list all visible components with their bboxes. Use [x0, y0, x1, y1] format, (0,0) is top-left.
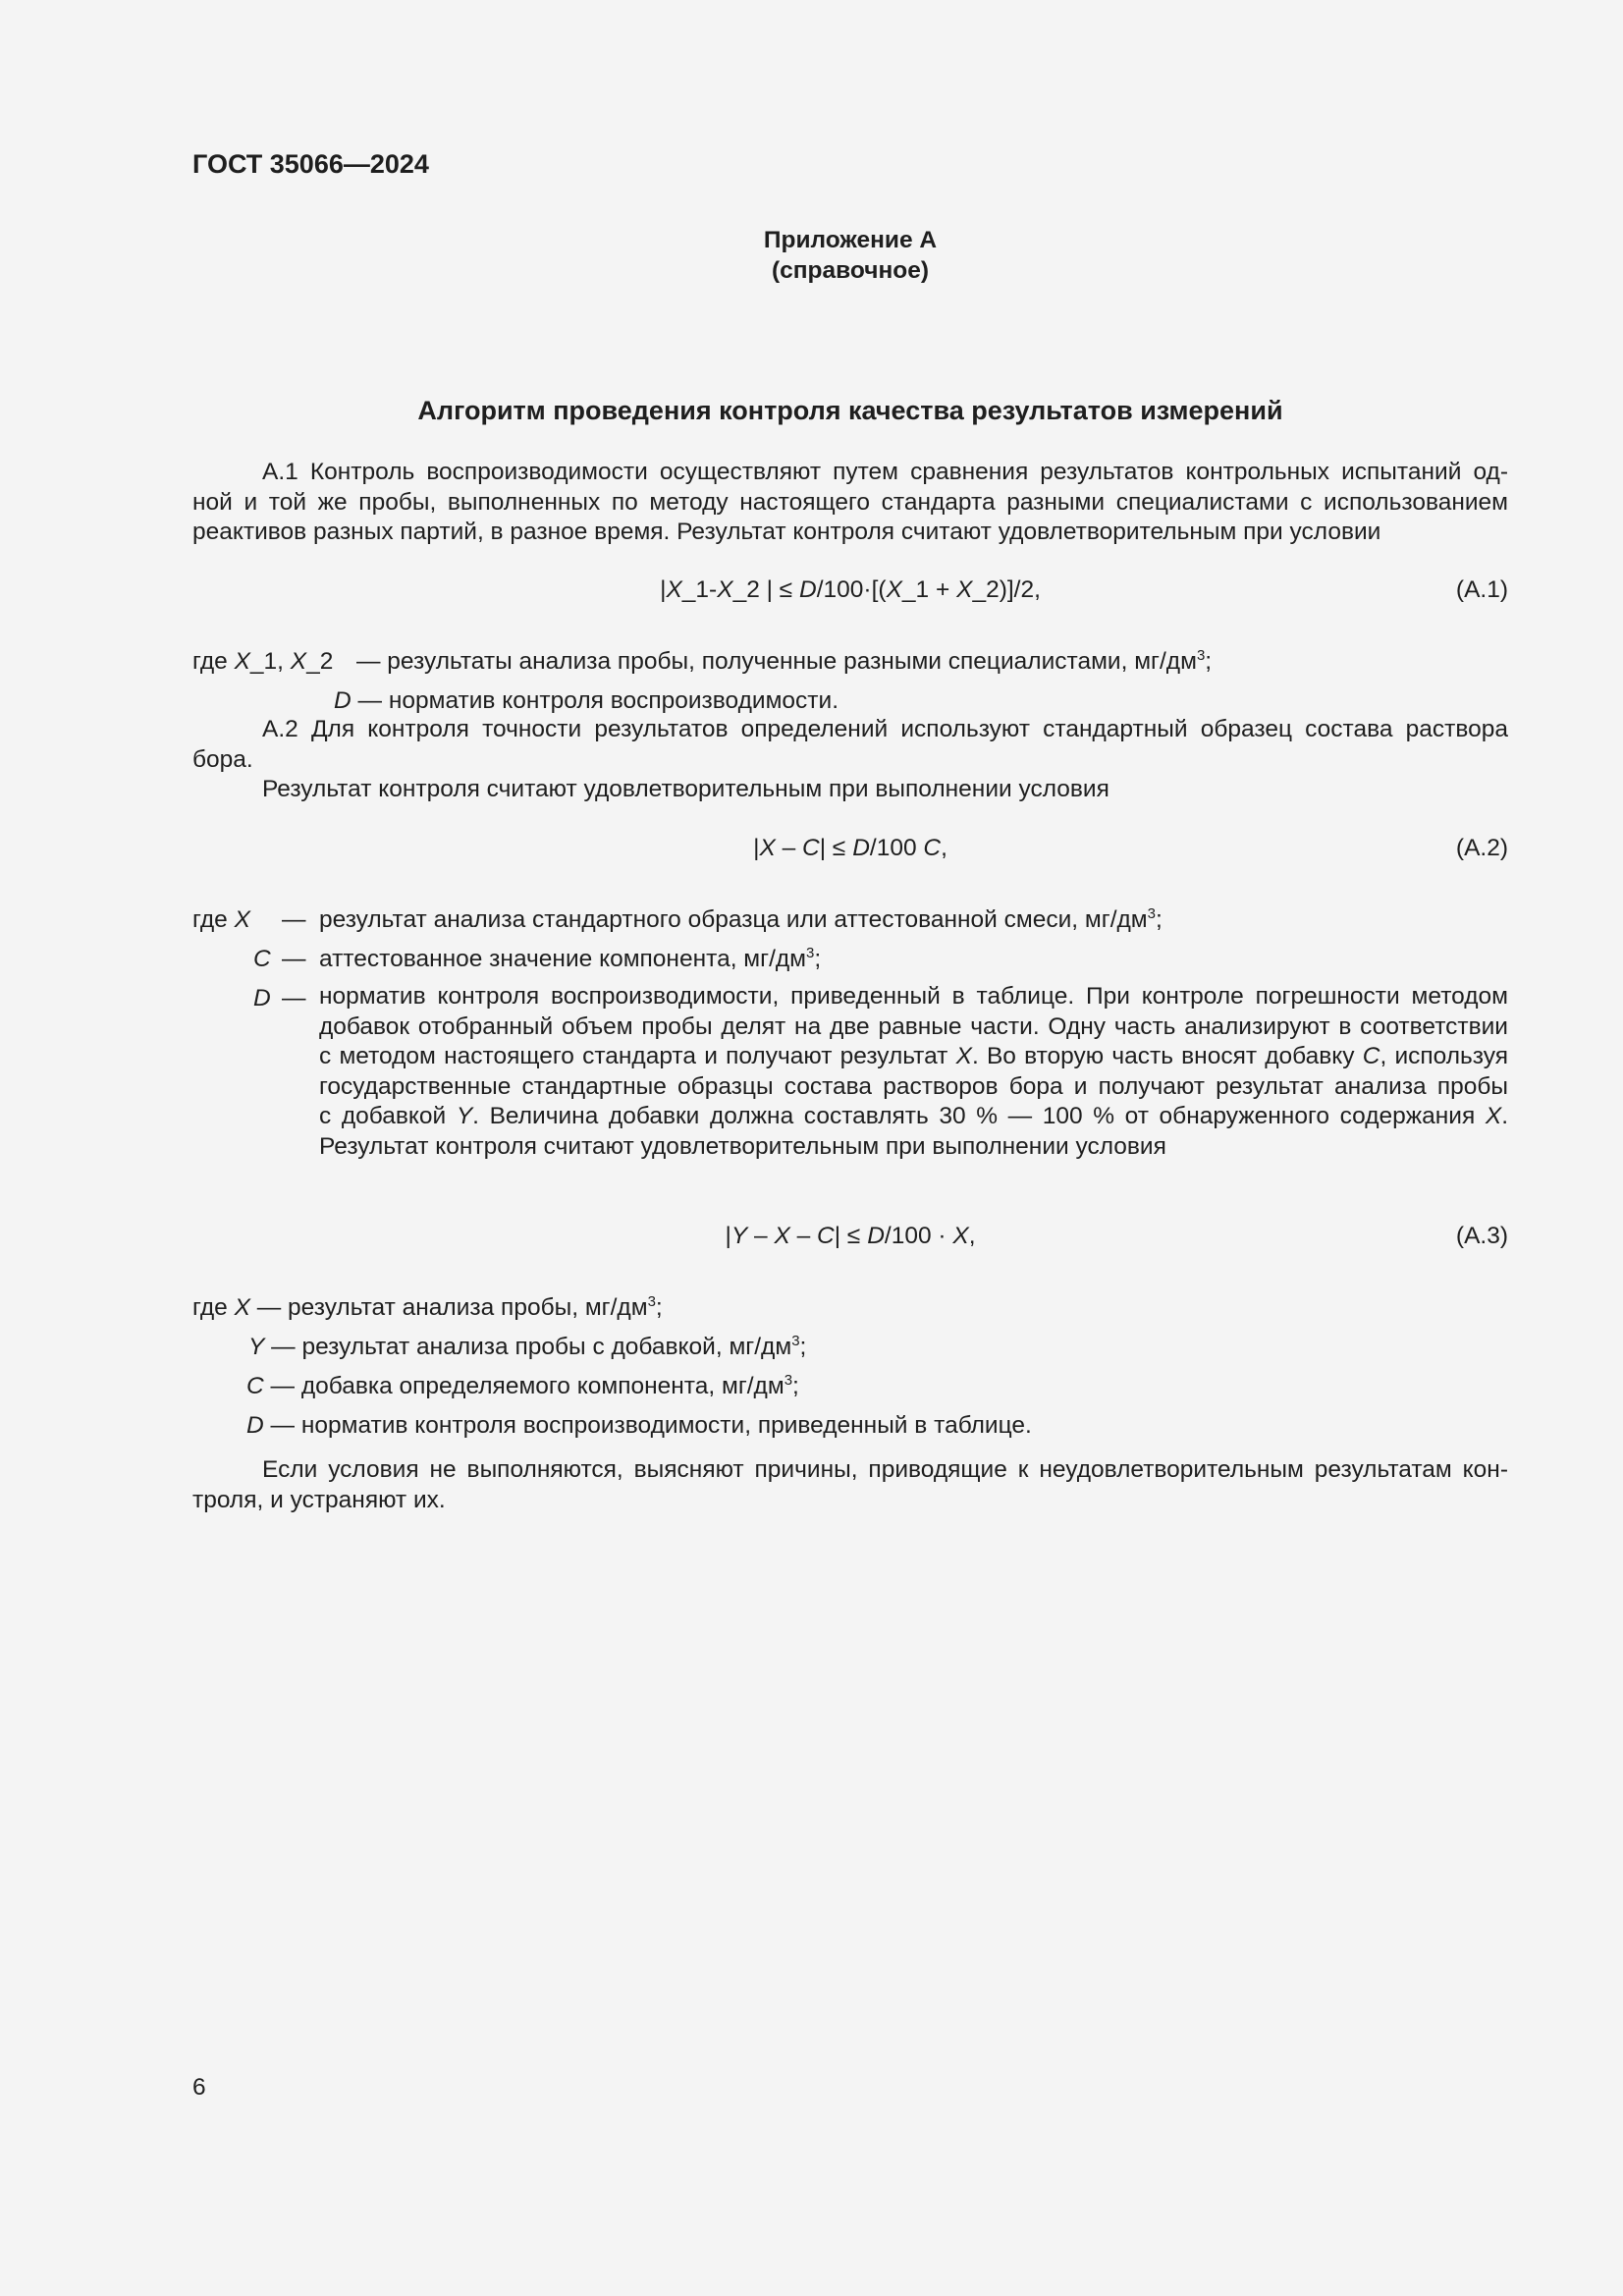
definition-d-dash: —: [282, 985, 306, 1011]
definition-line: добавок отобранный объем пробы делят на две равные части. Одну часть анализируют в соответствии: [319, 1012, 1508, 1040]
section-heading: Алгоритм проведения контроля качества результатов измерений: [417, 396, 1283, 425]
paragraph-line: бора.: [192, 745, 253, 773]
paragraph-line: Результат контроля считают удовлетворительным при выполнении условия: [262, 776, 1109, 802]
definition-x-dash: —: [282, 906, 306, 933]
annex-title: Приложение А: [763, 227, 938, 253]
formula-a2: |X – C| ≤ D/100 C,: [753, 835, 947, 861]
standard-number: ГОСТ 35066—2024: [192, 149, 429, 179]
definition-d-text: [319, 982, 1508, 1162]
definition-line: государственные стандартные образцы состава растворов бора и получают результат анализа пробы: [319, 1072, 1508, 1100]
definition-d: D — норматив контроля воспроизводимости.: [334, 687, 839, 714]
definition-x1-x2: где X_1, X_2: [192, 648, 334, 675]
definition-d-label: D: [253, 985, 271, 1011]
paragraph-line: реактивов разных партий, в разное время. Результат контроля считают удовлетворительным при условии: [192, 519, 1381, 545]
definition-line: Результат контроля считают удовлетворительным при выполнении условия: [319, 1132, 1166, 1160]
definition-x-row: где X — результат анализа пробы, $мг/дм^3$;: [192, 1293, 663, 1321]
paragraph-line: ной и той же пробы, выполненных по методу настоящего стандарта разными специалистами с использованием: [192, 488, 1508, 516]
equation-number: (А.1): [1455, 576, 1508, 603]
definition-d-row: D — норматив контроля воспроизводимости, приведенный в таблице.: [246, 1412, 1032, 1439]
closing-paragraph: [192, 1455, 1508, 1515]
paragraph-line: А.2 Для контроля точности результатов определений используют стандартный образец состава раствора: [262, 716, 1508, 742]
equation-number: (А.3): [1455, 1223, 1508, 1249]
formula-a1: |X_1-X_2 | ≤ D/100·[(X_1 + X_2)]/2,: [660, 576, 1041, 603]
definition-c-label: C: [253, 946, 271, 972]
definition-x-label: где X: [192, 906, 250, 933]
definition-c-row: C — добавка определяемого компонента, $мг/дм^3$;: [246, 1372, 799, 1399]
paragraph-line: троля, и устраняют их.: [192, 1486, 446, 1513]
definition-c-dash: —: [282, 946, 306, 972]
definition-x-text: результат анализа стандартного образца или аттестованной смеси, $мг/дм^3$;: [319, 905, 1163, 933]
paragraph-line: Если условия не выполняются, выясняют причины, приводящие к неудовлетворительным результатам кон-: [262, 1456, 1508, 1483]
definition-line: с методом настоящего стандарта и получают результат X. Во вторую часть вносят добавку C, используя: [319, 1043, 1509, 1069]
definition-line: норматив контроля воспроизводимости, приведенный в таблице. При контроле погрешности методом: [319, 983, 1508, 1010]
formula-a3: |Y – X – C| ≤ D/100 · X,: [725, 1223, 976, 1249]
paragraph-a2: [192, 715, 1508, 805]
paragraph-line: А.1 Контроль воспроизводимости осуществляют путем сравнения результатов контрольных испытаний од-: [262, 459, 1508, 485]
definition-y-row: Y — результат анализа пробы с добавкой, $мг/дм^3$;: [248, 1333, 807, 1360]
page-number: 6: [192, 2074, 206, 2101]
paragraph-a1: [192, 458, 1508, 548]
definition-line: с добавкой Y. Величина добавки должна составлять 30 % — 100 % от обнаруженного содержания X.: [319, 1103, 1509, 1129]
definition-x1-x2-text: — результаты анализа пробы, полученные разными специалистами, $мг/дм^3$;: [356, 647, 1213, 675]
annex-kind: (справочное): [771, 257, 930, 284]
equation-number: (А.2): [1455, 835, 1508, 861]
definition-c-text: аттестованное значение компонента, $мг/дм^3$;: [319, 945, 822, 972]
